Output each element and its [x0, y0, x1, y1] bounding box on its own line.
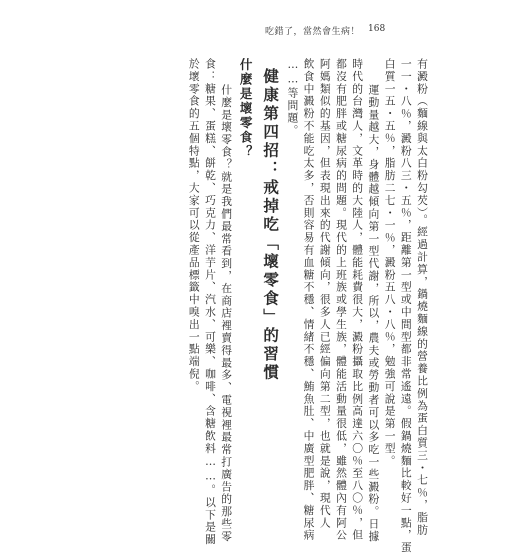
running-head: 吃錯了，當然會生病！ [264, 27, 360, 37]
page-header [0, 0, 520, 56]
subsection-title: 什麼是壞零食？ [238, 58, 254, 160]
paragraph-line: 飲食中澱粉不能吃太多，否則容易有血糖不穩、情緒不穩、鮪魚肚、中廣型肥胖、糖尿病 [302, 58, 316, 542]
paragraph-line: 有澱粉（麵線與太白粉勾芡）。經過計算，鍋燒麵線的營養比例為蛋白質三・七％，脂肪 [416, 58, 429, 537]
paragraph-line: ……等問題。 [286, 58, 300, 137]
paragraph-line: 什麼是壞零食？就是我們最常看到，在商店裡賣得最多、電視裡最常打廣告的那些零 [220, 84, 234, 543]
vertical-text-body [166, 58, 430, 554]
page-number: 168 [368, 24, 386, 34]
paragraph-line: 食：糖果、蛋糕、餅乾、巧克力、洋芋片、汽水、可樂、咖啡、含糖飲料……。以下是關 [203, 58, 217, 546]
paragraph-line: 時代的台灣人，文革時的大陸人，體能耗費很大，澱粉攝取比例高達六〇％至八〇％，但 [351, 58, 365, 542]
paragraph-line: 白質一五・五％，脂肪二七・一％，澱粉五八・八％，勉強可說是第一型。 [383, 58, 397, 468]
paragraph-line: 運動量越大，身體越傾向第一型代謝，所以，農夫或勞動者可以多吃一些澱粉。日據 [367, 84, 381, 543]
paragraph-line: 於壞零食的五個特點，大家可以從產品標籤中嗅出一點端倪。 [187, 58, 201, 393]
paragraph-line: 阿媽類似的基因，但表現出來的代謝傾向，很多人已經偏向第二型，也就是說，現代人 [318, 58, 332, 530]
paragraph-line: 都沒有肥胖或糖尿病的問題。現代的上班族或學生族，體能活動量很低，雖然體內有阿公 [334, 58, 348, 542]
paragraph-line: 一一・八％，澱粉八三・五％，距離第一型或中間型都非常遙遠。假鍋燒麵比較好一點，蛋 [399, 58, 413, 554]
section-title: 健康第四招：戒掉吃「壞零食」的習慣 [261, 68, 280, 383]
